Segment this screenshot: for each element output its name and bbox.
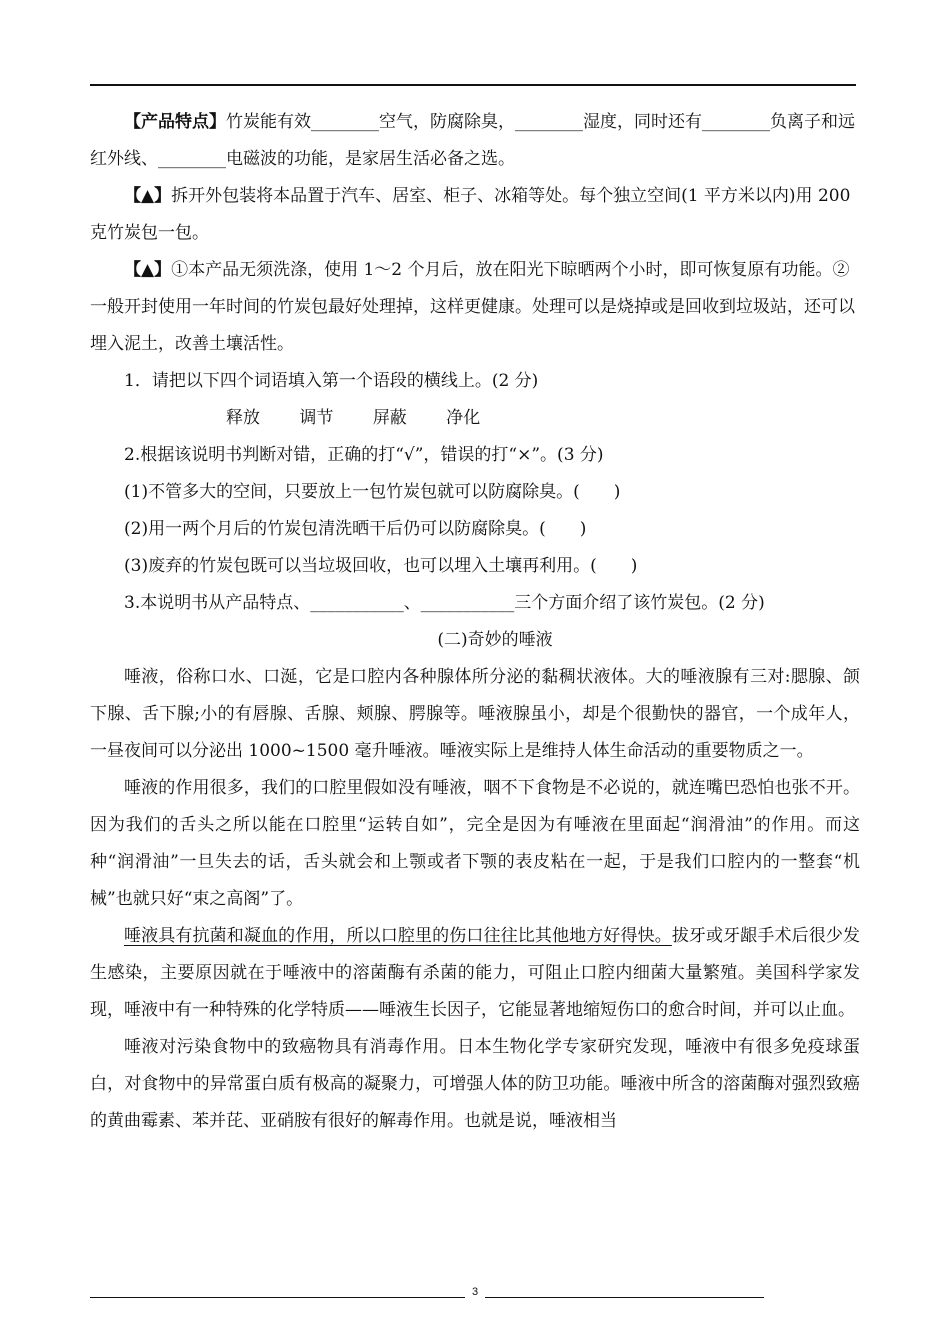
notes-label: 【▲】 <box>124 260 172 280</box>
article-paragraph: 唾液的作用很多，我们的口腔里假如没有唾液，咽不下食物是不必说的，就连嘴巴恐怕也张不开。因为我们的舌头之所以能在口腔里“运转自如”，完全是因为有唾液在里面起“润滑油”的作用。而这种“润滑油”一旦失去的话，舌头就会和上颚或者下颚的表皮粘在一起，于是我们口腔内的一整套“机械”也就只好“束之高阁”了。 <box>90 778 860 909</box>
question-3: 3.本说明书从产品特点、___________、___________三个方面介绍了该竹炭包。(2 分) <box>124 593 765 613</box>
word-bank-item: 释放 <box>226 408 260 428</box>
word-bank-item: 净化 <box>446 408 481 428</box>
word-bank <box>90 400 860 437</box>
article-paragraph-rest: 拔牙或牙龈手术后很少发生感染，主要原因就在于唾液中的溶菌酶有杀菌的能力，可阻止口腔内细菌大量繁殖。美国科学家发现，唾液中有一种特殊的化学特质——唾液生长因子，它能显著地缩短伤口的愈合时间，并可以止血。 <box>90 926 861 1020</box>
product-features-paragraph <box>90 104 860 178</box>
question-2-item: (1)不管多大的空间，只要放上一包竹炭包就可以防腐除臭。( ) <box>124 482 621 502</box>
section-title: (二)奇妙的唾液 <box>437 630 553 650</box>
article-paragraph <box>90 918 860 1029</box>
header-rule <box>90 84 856 86</box>
notes-text: ①本产品无须洗涤，使用 1～2 个月后，放在阳光下晾晒两个小时，即可恢复原有功能。②一般开封使用一年时间的竹炭包最好处理掉，这样更健康。处理可以是烧掉或是回收到垃圾站，还可以埋入泥土，改善土壤活性。 <box>90 260 855 354</box>
usage-text: 拆开外包装将本品置于汽车、居室、柜子、冰箱等处。每个独立空间(1 平方米以内)用 200 克竹炭包一包。 <box>90 186 851 243</box>
usage-paragraph <box>90 178 860 252</box>
article-paragraph: 唾液，俗称口水、口涎，它是口腔内各种腺体所分泌的黏稠状液体。大的唾液腺有三对:腮腺、颌下腺、舌下腺;小的有唇腺、舌腺、颊腺、腭腺等。唾液腺虽小，却是个很勤快的器官，一个成年人，一昼夜间可以分泌出 1000~1500 毫升唾液。唾液实际上是维持人体生命活动的重要物质之一。 <box>90 667 860 761</box>
word-bank-item: 屏蔽 <box>372 408 407 428</box>
notes-paragraph <box>90 252 860 363</box>
footer-rule <box>90 1297 764 1298</box>
product-features-text: 竹炭能有效________空气，防腐除臭，________湿度，同时还有________负离子和远红外线、________电磁波的功能，是家居生活必备之选。 <box>90 112 855 169</box>
underlined-sentence: 唾液具有抗菌和凝血的作用，所以口腔里的伤口往往比其他地方好得快。 <box>124 926 672 946</box>
word-bank-item: 调节 <box>299 408 334 428</box>
product-features-label: 【产品特点】 <box>124 112 226 132</box>
question-2: 2.根据该说明书判断对错，正确的打“√”，错误的打“×”。(3 分) <box>124 445 604 465</box>
usage-label: 【▲】 <box>124 186 172 206</box>
question-2-item: (3)废弃的竹炭包既可以当垃圾回收，也可以埋入土壤再利用。( ) <box>124 556 638 576</box>
question-2-item: (2)用一两个月后的竹炭包清洗晒干后仍可以防腐除臭。( ) <box>124 519 587 539</box>
article-paragraph: 唾液对污染食物中的致癌物具有消毒作用。日本生物化学专家研究发现，唾液中有很多免疫球蛋白，对食物中的异常蛋白质有极高的凝聚力，可增强人体的防卫功能。唾液中所含的溶菌酶对强烈致癌的黄曲霉素、苯并芘、亚硝胺有很好的解毒作用。也就是说，唾液相当 <box>90 1037 860 1131</box>
document-body <box>90 104 860 1140</box>
page-number: 3 <box>465 1285 485 1299</box>
question-1: 1．请把以下四个词语填入第一个语段的横线上。(2 分) <box>124 371 539 391</box>
